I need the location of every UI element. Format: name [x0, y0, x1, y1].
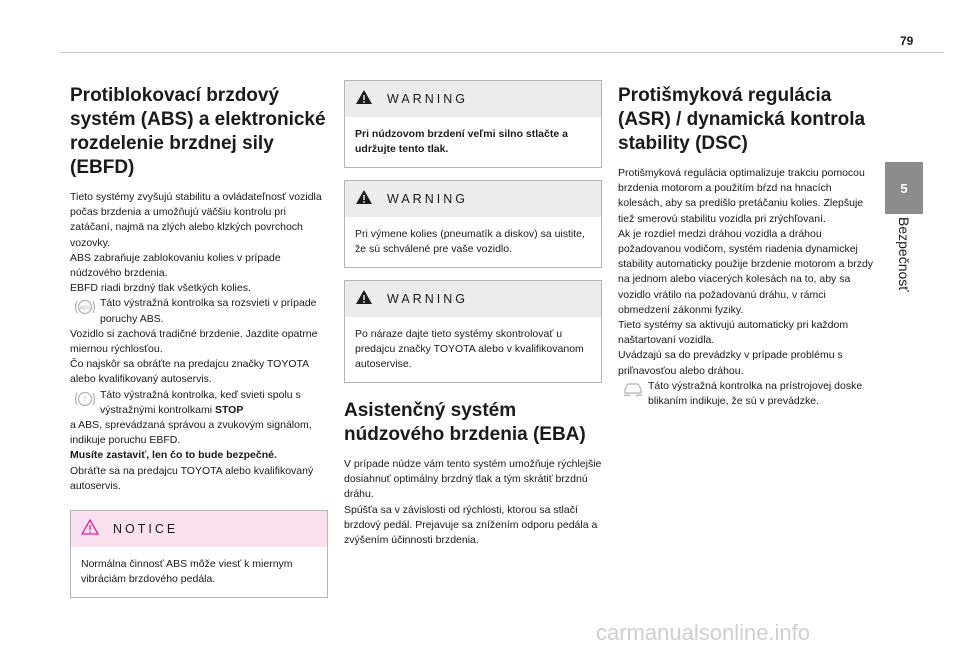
warning-icon: [355, 89, 373, 110]
page-number: 79: [900, 34, 914, 48]
notice-text: Normálna činnosť ABS môže viesť k miernym vibráciám brzdového pedála.: [81, 558, 293, 586]
warning-text: Pri núdzovom brzdení veľmi silno stlačte a udržujte tento tlak.: [355, 128, 568, 155]
bold-instruction: Musíte zastaviť, len čo to bude bezpečné.: [70, 449, 277, 462]
paragraph: Spúšťa sa v závislosti od rýchlosti, ktorou sa stlačí brzdový pedál. Prejavuje sa znížením odporu pedála a zvýšením účinnosti brzdenia.: [344, 503, 598, 547]
stop-label: STOP: [214, 403, 244, 416]
chapter-tab[interactable]: 5: [885, 162, 923, 214]
paragraph: Táto výstražná kontrolka sa rozsvieti v prípade poruchy ABS.: [100, 297, 317, 325]
notice-icon: [81, 519, 99, 540]
watermark: carmanualsonline.info: [596, 620, 811, 645]
brake-warning-icon: [70, 388, 100, 410]
paragraph: Protišmyková regulácia optimalizuje trakciu pomocou brzdenia motorom a použitím bŕzd na hnacích kolesách, aby sa predišlo pretáčaniu kolies. Zlepšuje tiež smerovú stabilitu vozidla pri zrýchľovaní.: [618, 167, 865, 225]
svg-text:!: !: [83, 394, 87, 404]
paragraph: Obráťte sa na predajcu TOYOTA alebo kvalifikovaný autoservis.: [70, 464, 314, 492]
warning-title: WARNING: [387, 192, 468, 206]
section-heading-abs: Protiblokovací brzdový systém (ABS) a elektronické rozdelenie brzdnej sily (EBFD): [70, 85, 326, 178]
warning-box: [344, 80, 602, 168]
section-heading-asr: Protišmyková regulácia (ASR) / dynamická kontrola stability (DSC): [618, 85, 866, 154]
warning-icon: [355, 289, 373, 310]
header-rule: [60, 52, 944, 53]
paragraph: Táto výstražná kontrolka, keď svieti spolu s výstražnými kontrolkami: [100, 388, 301, 416]
paragraph: Vozidlo si zachová tradičné brzdenie. Jazdite opatrne miernou rýchlosťou.: [70, 327, 318, 356]
warning-box: [344, 280, 602, 383]
notice-box: [70, 510, 328, 598]
column-abs: [70, 84, 328, 598]
warning-title: WARNING: [387, 92, 468, 106]
paragraph: Čo najskôr sa obráťte na predajcu značky TOYOTA alebo kvalifikovaný autoservis.: [70, 358, 309, 386]
warning-text: Pri výmene kolies (pneumatík a diskov) sa uistite, že sú schválené pre vaše vozidlo.: [355, 228, 585, 255]
skid-car-icon: [618, 379, 648, 401]
warning-text: Po náraze dajte tieto systémy skontrolovať u predajcu značky TOYOTA alebo v kvalifikovanom autoservise.: [355, 328, 584, 370]
paragraph: EBFD riadi brzdný tlak všetkých kolies.: [70, 282, 251, 295]
paragraph: Uvádzajú sa do prevádzky v prípade problému s priľnavosťou alebo dráhou.: [618, 349, 843, 377]
chapter-label: Bezpečnosť: [896, 217, 912, 292]
paragraph: V prípade núdze vám tento systém umožňuje rýchlejšie dosiahnuť optimálny brzdný tlak a tým skrátiť brzdnú dráhu.: [344, 458, 602, 501]
warning-box: [344, 180, 602, 268]
paragraph: ABS zabraňuje zablokovaniu kolies v prípade núdzového brzdenia.: [70, 251, 281, 280]
paragraph: Tieto systémy zvyšujú stabilitu a ovládateľnosť vozidla počas brzdenia a umožňujú väčšiu kontrolu pri zatáčaní, najmä na zlých alebo klzkých povrchoch vozovky.: [70, 191, 322, 249]
paragraph: Táto výstražná kontrolka na prístrojovej doske blikaním indikuje, že sú v prevádzke.: [648, 379, 863, 408]
paragraph: Ak je rozdiel medzi dráhou vozidla a dráhou požadovanou vodičom, systém riadenia dynamickej stability automaticky použije brzdenie motorom a brzdy na jednom alebo viacerých kolesách na to, aby sa vozidlo vrátilo na požadovanú dráhu, v rámci obmedzení zákonmi fyziky.: [618, 227, 874, 316]
notice-title: NOTICE: [113, 522, 179, 537]
abs-warning-icon: [70, 296, 100, 318]
section-heading-eba: Asistenčný systém núdzového brzdenia (EBA): [344, 400, 586, 445]
warning-title: WARNING: [387, 292, 468, 306]
column-eba: [344, 80, 602, 548]
svg-text:ABS: ABS: [79, 305, 91, 312]
warning-icon: [355, 189, 373, 210]
paragraph: Tieto systémy sa aktivujú automaticky pri každom naštartovaní vozidla.: [618, 319, 849, 347]
paragraph: a ABS, sprevádzaná správou a zvukovým signálom, indikuje poruchu EBFD.: [70, 419, 312, 447]
column-asr-dsc: [618, 84, 876, 409]
